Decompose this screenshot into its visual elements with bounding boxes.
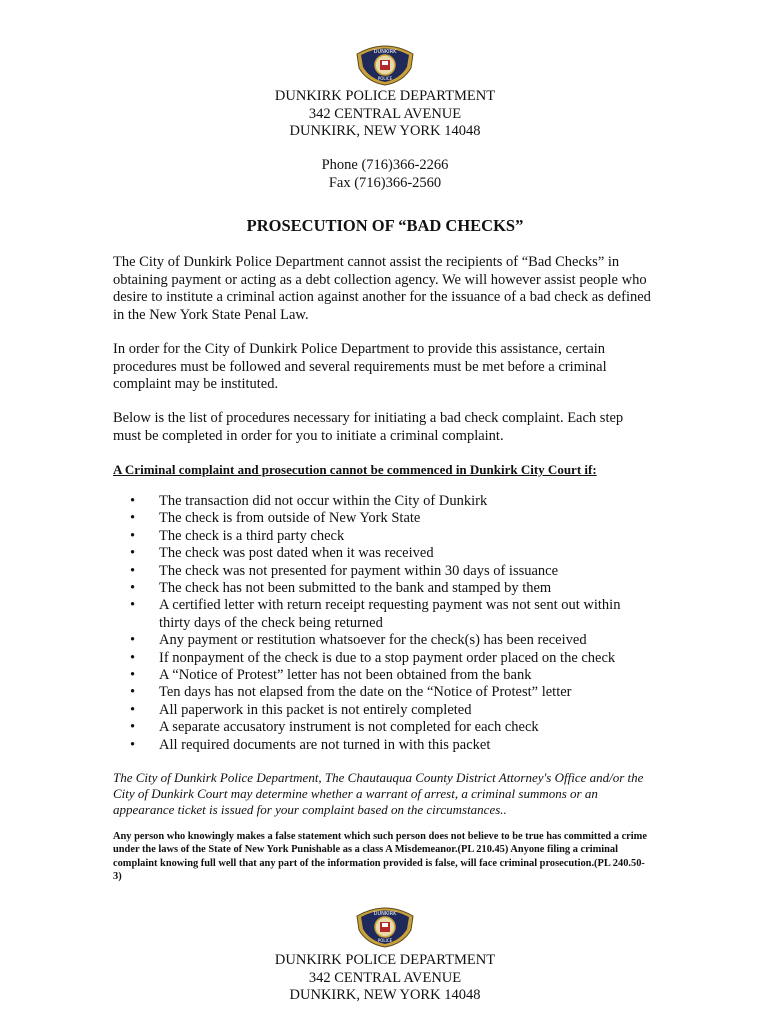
list-item: • The check has not been submitted to the bank and stamped by them [130,580,552,597]
warrant-note: The City of Dunkirk Police Department, The Chautauqua County District Attorney's Office and/or the City of Dunkirk Court may determine whether a warrant of arrest, a criminal summons or an appearance ticket is issued for your complaint based on the circumstances.. [113,770,644,817]
header-department: DUNKIRK POLICE DEPARTMENT [274,88,496,104]
bullet-icon: • [130,719,136,736]
document-title: PROSECUTION OF “BAD CHECKS” [246,216,524,235]
bullet-icon: • [130,632,136,649]
header-fax: Fax (716)366-2560 [328,174,442,191]
footer-city: DUNKIRK, NEW YORK 14048 [289,987,481,1003]
list-item: • The check was post dated when it was received [130,545,434,562]
list-item: • Any payment or restitution whatsoever for the check(s) has been received [130,632,587,649]
list-item: • A separate accusatory instrument is not completed for each check [130,719,539,736]
bullet-icon: • [130,667,136,684]
list-item: • The transaction did not occur within the City of Dunkirk [130,493,488,509]
bullet-icon: • [130,649,136,666]
conditions-list [113,493,653,754]
badge-bottom-text: POLICE [377,938,393,943]
legal-warning: Any person who knowingly makes a false statement which such person does not believe to be true has committed a crime under the laws of the State of New York Punishable as a class A Misdemeanor.(PL 210.45) Anyone filing a criminal complaint knowing full well that any part of the information provided is false, will face criminal prosecution.(PL 240.50-3) [113,831,647,882]
list-item: • If nonpayment of the check is due to a stop payment order placed on the check [130,649,616,666]
bullet-icon: • [130,527,136,544]
bullet-icon: • [130,701,136,718]
header-phone: Phone (716)366-2266 [321,157,449,173]
list-item: • The check was not presented for payment within 30 days of issuance [130,562,559,579]
intro-paragraph: The City of Dunkirk Police Department cannot assist the recipients of “Bad Checks” in obtaining payment or acting as a debt collection agency. We will however assist people who desire to institute a criminal action against another for the issuance of a bad check as defined in the New York State Penal Law. [113,254,651,323]
bullet-icon: • [130,580,136,597]
list-item: • All required documents are not turned in with this packet [130,736,491,753]
requirements-paragraph: In order for the City of Dunkirk Police Department to provide this assistance, certain procedures must be followed and several requirements must be met before a criminal complaint may be instituted. [113,341,607,392]
header-city: DUNKIRK, NEW YORK 14048 [289,123,481,139]
list-item: • The check is a third party check [130,527,345,544]
list-item: • All paperwork in this packet is not entirely completed [130,701,472,718]
bullet-icon: • [130,510,136,527]
list-item: • The check is from outside of New York State [130,510,421,527]
bullet-icon: • [130,597,136,614]
police-badge-icon [351,42,419,86]
bullet-icon: • [130,545,136,562]
procedures-paragraph: Below is the list of procedures necessary for initiating a bad check complaint. Each step must be completed in order for you to initiate a criminal complaint. [113,410,624,444]
badge-bottom-text: POLICE [377,76,393,81]
bottom-badge-logo [0,904,770,948]
list-item: • Ten days has not elapsed from the date on the “Notice of Protest” letter [130,684,572,701]
top-badge-logo [0,42,770,86]
footer-street: 342 CENTRAL AVENUE [308,969,462,986]
conditions-heading: A Criminal complaint and prosecution cannot be commenced in Dunkirk City Court if: [113,462,597,477]
bullet-icon: • [130,493,136,509]
footer-department: DUNKIRK POLICE DEPARTMENT [274,952,496,968]
header-street: 342 CENTRAL AVENUE [308,105,462,122]
police-badge-icon [351,904,419,948]
header-contact [0,157,770,192]
bullet-icon: • [130,684,136,701]
badge-top-text: DUNKIRK [373,49,397,55]
header-address [0,88,770,141]
list-item: • A “Notice of Protest” letter has not been obtained from the bank [130,667,532,684]
badge-top-text: DUNKIRK [373,911,397,917]
list-item: • A certified letter with return receipt requesting payment was not sent out within thirty days of the check being returned [130,597,621,631]
bullet-icon: • [130,736,136,753]
bullet-icon: • [130,562,136,579]
footer-address [0,952,770,1005]
